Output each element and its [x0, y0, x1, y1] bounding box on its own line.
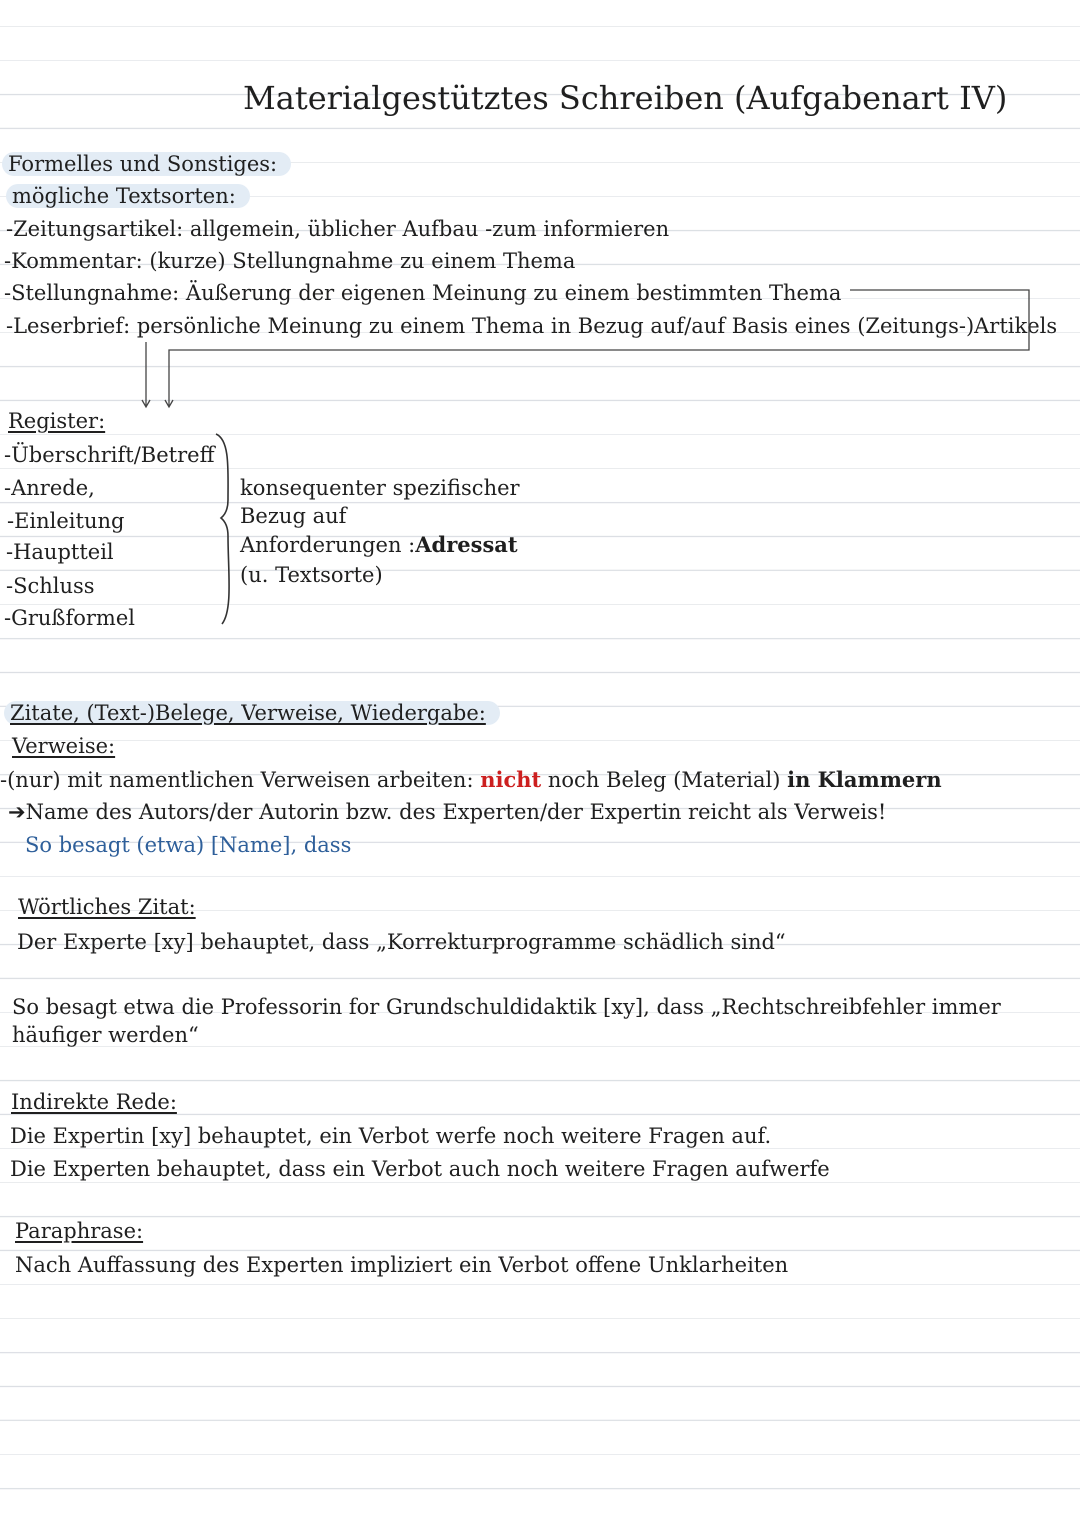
textsorte-item: -Leserbrief: persönliche Meinung zu einem Thema in Bezug auf/auf Basis eines (Zeitungs-)Artikels	[6, 314, 1058, 338]
register-note-line: (u. Textsorte)	[240, 563, 383, 587]
formelles-heading-text: Formelles und Sonstiges:	[2, 152, 291, 176]
zitat-example: häufiger werden“	[12, 1023, 199, 1047]
zitat-example: Der Experte [xy] behauptet, dass „Korrekturprogramme schädlich sind“	[17, 930, 786, 954]
verweise-text-a: -(nur) mit namentlichen Verweisen arbeiten:	[0, 768, 481, 792]
textsorte-item: -Stellungnahme: Äußerung der eigenen Meinung zu einem bestimmten Thema	[4, 281, 842, 305]
verweise-text-nicht: nicht	[480, 767, 542, 792]
register-note-line: konsequenter spezifischer	[240, 476, 520, 500]
register-note-line	[240, 532, 518, 558]
register-item: -Schluss	[6, 574, 95, 598]
zitat-heading: Wörtliches Zitat:	[18, 895, 196, 919]
note-anforderungen: Anforderungen :	[240, 533, 416, 557]
register-item: -Hauptteil	[6, 540, 114, 564]
verweise-heading: Verweise:	[12, 734, 116, 758]
verweise-note: ➔Name des Autors/der Autorin bzw. des Experten/der Expertin reicht als Verweis!	[8, 800, 887, 824]
zitate-heading-text: Zitate, (Text-)Belege, Verweise, Wiedergabe:	[4, 701, 500, 725]
paraphrase-example: Nach Auffassung des Experten impliziert ein Verbot offene Unklarheiten	[15, 1253, 789, 1277]
register-item: -Einleitung	[7, 509, 125, 533]
note-adressat: Adressat	[415, 532, 518, 557]
textsorte-item: -Kommentar: (kurze) Stellungnahme zu einem Thema	[4, 249, 576, 273]
page-title: Materialgestütztes Schreiben (Aufgabenart IV)	[243, 79, 1008, 117]
register-item: -Grußformel	[4, 606, 135, 630]
leserbrief-connector-line	[169, 290, 1029, 406]
register-item: -Anrede,	[4, 476, 95, 500]
register-note-line: Bezug auf	[240, 504, 347, 528]
section-heading-zitate	[4, 700, 500, 726]
textsorten-heading-text: mögliche Textsorten:	[6, 184, 250, 208]
register-item: -Überschrift/Betreff	[4, 443, 215, 467]
verweise-rule	[0, 767, 942, 793]
zitat-example: So besagt etwa die Professorin for Grundschuldidaktik [xy], dass „Rechtschreibfehler immer	[12, 995, 1001, 1019]
register-heading: Register:	[8, 409, 106, 433]
verweise-example: So besagt (etwa) [Name], dass	[25, 833, 352, 857]
indirekt-example: Die Expertin [xy] behauptet, ein Verbot werfe noch weitere Fragen auf.	[10, 1124, 772, 1148]
connector-arrows	[0, 0, 1080, 660]
indirekt-example: Die Experten behauptet, dass ein Verbot auch noch weitere Fragen aufwerfe	[10, 1157, 830, 1181]
indirekt-heading: Indirekte Rede:	[11, 1090, 177, 1114]
curly-brace-icon	[216, 434, 229, 624]
textsorte-item: -Zeitungsartikel: allgemein, üblicher Aufbau -zum informieren	[6, 217, 670, 241]
verweise-text-b: noch Beleg (Material)	[541, 768, 788, 792]
verweise-text-klammern: in Klammern	[787, 767, 942, 792]
paraphrase-heading: Paraphrase:	[15, 1219, 144, 1243]
